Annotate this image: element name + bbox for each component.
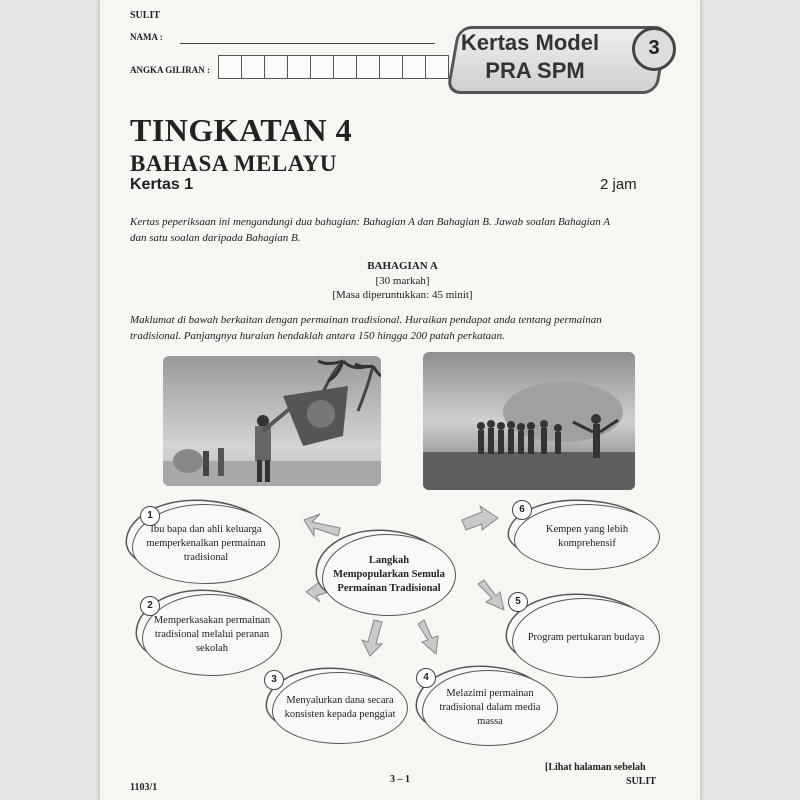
duration: 2 jam: [600, 176, 637, 193]
sulit-label: SULIT: [130, 10, 161, 21]
cloud-number-4: 4: [416, 668, 436, 688]
arrow-to-5: [478, 580, 504, 610]
exam-page: [100, 0, 700, 800]
cloud-item-4: Melazimi permainan tradisional dalam media massa: [422, 670, 558, 746]
tingkatan-title: TINGKATAN 4: [130, 112, 353, 148]
badge-line2: PRA SPM: [485, 58, 585, 83]
arrow-to-1: [304, 514, 340, 536]
subject-title: BAHASA MELAYU: [130, 151, 337, 176]
section-name: BAHAGIAN A: [367, 260, 438, 272]
section-time: [Masa diperuntukkan: 45 minit]: [332, 289, 473, 301]
cloud-item-1: Ibu bapa dan ahli keluarga memperkenalkan permainan tradisional: [132, 504, 280, 584]
instructions-line1: Kertas peperiksaan ini mengandungi dua bahagian: Bahagian A dan Bahagian B. Jawab soalan Bahagian A: [130, 216, 611, 228]
cloud-item-2: Memperkasakan permainan tradisional melalui peranan sekolah: [142, 594, 282, 676]
cloud-number-6: 6: [512, 500, 532, 520]
paper-code: 1103/1: [130, 782, 158, 793]
cloud-item-5: Program pertukaran budaya: [512, 598, 660, 678]
instructions-line2: dan satu soalan daripada Bahagian B.: [130, 232, 301, 244]
arrow-to-4: [418, 620, 438, 654]
cloud-item-3: Menyalurkan dana secara konsisten kepada penggiat: [272, 672, 408, 744]
cloud-item-6: Kempen yang lebih komprehensif: [514, 504, 660, 570]
angka-giliran-label: ANGKA GILIRAN :: [130, 65, 211, 75]
badge-line1: Kertas Model: [460, 30, 600, 55]
nama-label: NAMA :: [130, 32, 163, 42]
next-page-note: [Lihat halaman sebelah: [545, 762, 646, 773]
page-number: 3 – 1: [390, 774, 410, 785]
cloud-number-1: 1: [140, 506, 160, 526]
diagram-center-cloud: Langkah Mempopularkan Semula Permainan Tradisional: [322, 534, 456, 616]
arrow-to-6: [462, 506, 498, 530]
footer-sulit: SULIT: [626, 776, 657, 787]
diagram-arrows: [100, 0, 700, 800]
cloud-number-5: 5: [508, 592, 528, 612]
section-marks: [30 markah]: [375, 275, 430, 287]
badge-number: 3: [632, 27, 676, 71]
cloud-number-2: 2: [140, 596, 160, 616]
cloud-number-3: 3: [264, 670, 284, 690]
question-line2: tradisional. Panjangnya huraian hendaklah antara 150 hingga 200 patah perkataan.: [130, 330, 505, 342]
arrow-to-3: [362, 620, 382, 656]
paper-title: Kertas 1: [130, 176, 194, 193]
question-line1: Maklumat di bawah berkaitan dengan permainan tradisional. Huraikan pendapat anda tentang permainan: [130, 314, 602, 326]
